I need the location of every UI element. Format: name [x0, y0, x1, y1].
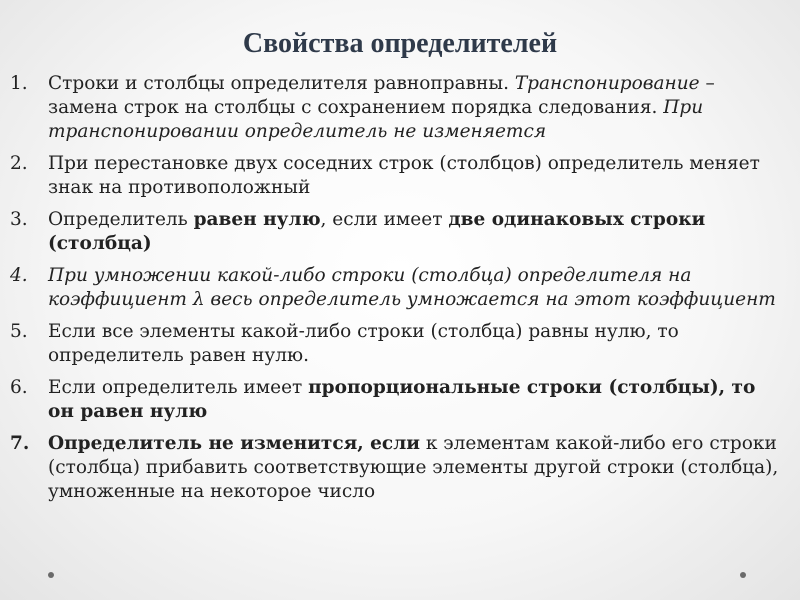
text-segment-italic: Транспонирование [514, 73, 700, 94]
text-segment-italic: При транспонировании определитель не изменяется [48, 97, 704, 142]
item-text [48, 72, 785, 144]
text-segment: к элементам какой-либо его строки (столбца) прибавить соответствующие элементы другой строки (столбца), умноженные на некоторое число [48, 433, 779, 502]
list-item [10, 152, 785, 200]
item-number: 6. [10, 377, 28, 398]
item-text [48, 432, 785, 504]
list-item [10, 72, 785, 144]
item-text [48, 208, 785, 256]
text-segment: весь определитель умножается на этот коэффициент [204, 289, 776, 310]
properties-list [10, 72, 785, 512]
text-segment-bold: равен нулю [193, 209, 321, 230]
text-segment: При перестановке двух соседних строк (столбцов) определитель меняет знак на противоположный [48, 153, 760, 198]
item-number: 7. [10, 433, 30, 454]
corner-dot-icon [740, 572, 746, 578]
slide-title: Свойства определителей [242, 28, 558, 59]
item-number: 4. [10, 265, 28, 286]
item-number: 5. [10, 321, 28, 342]
list-item [10, 264, 785, 312]
text-segment: , если имеет [320, 209, 449, 230]
text-segment: Определитель [48, 209, 194, 230]
text-segment: – замена строк на столбцы с сохранением порядка следования. [48, 73, 715, 118]
text-segment: Если определитель имеет [48, 377, 309, 398]
text-segment: Строки и столбцы определителя равноправны. [48, 73, 515, 94]
list-item [10, 432, 785, 504]
list-item [10, 376, 785, 424]
list-item [10, 320, 785, 368]
text-segment-bold: пропорциональные строки (столбцы), то он равен нулю [48, 377, 756, 422]
lambda-symbol: λ [192, 289, 205, 310]
list-item [10, 208, 785, 256]
item-text [48, 320, 785, 368]
item-number: 1. [10, 73, 28, 94]
item-number: 2. [10, 153, 28, 174]
text-segment-bold: Определитель не изменится, если [48, 433, 420, 454]
item-text [48, 376, 785, 424]
corner-dot-icon [48, 572, 54, 578]
text-segment: Если все элементы какой-либо строки (столбца) равны нулю, то определитель равен нулю. [48, 321, 679, 366]
item-text [48, 264, 785, 312]
item-number: 3. [10, 209, 28, 230]
text-segment: При умножении какой-либо строки (столбца) определителя на коэффициент [48, 265, 692, 310]
text-segment-bold: две одинаковых строки (столбца) [48, 209, 706, 254]
item-text [48, 152, 785, 200]
